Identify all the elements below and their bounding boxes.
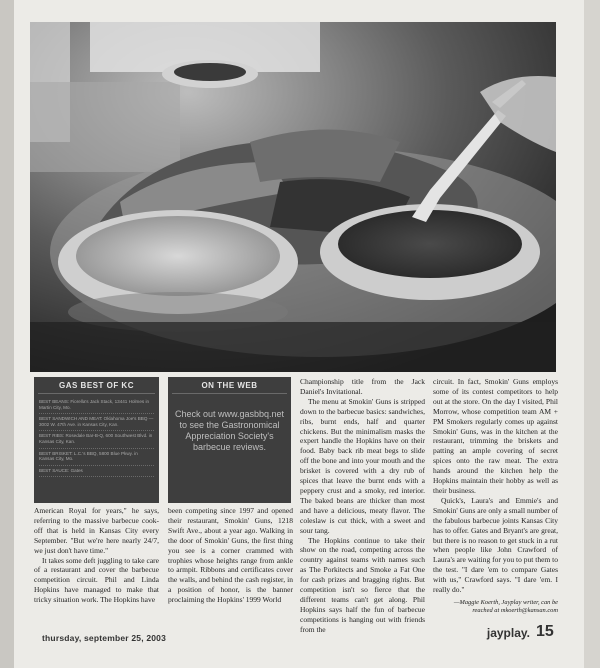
paragraph: It takes some deft juggling to take care of a restaurant and cover the barbecue competition circuit. Phil and Linda Hopkins have managed to make that tricky situation work. The Hopkins have <box>34 555 159 605</box>
barbecue-plate-illustration <box>30 22 556 372</box>
paragraph: The Hopkins continue to take their show on the road, competing across the country against teams with names such as The Porkitects and Smoke a Fat One for cash prizes and bragging rights. But competition isn't so fierce that the different teams can't get along. Phil Hopkins says half the fun of barbecue competitions is hanging out with friends from the <box>300 535 425 634</box>
list-item: BEST BRISKET: L.C.'s BBQ, 5800 Blue Pkwy. in Kansas City, Mo. <box>39 449 154 466</box>
publication-brand: jayplay. <box>486 626 530 640</box>
web-box-title: ON THE WEB <box>172 377 287 394</box>
list-item: BEST SAUCE: Gates <box>39 466 154 478</box>
barbecue-photo <box>30 22 556 372</box>
page-edge-right <box>584 0 600 668</box>
list-item: BEST BEANS: Fiorella's Jack Stack, 13441 Holmes in Martin City, Mo. <box>39 397 154 414</box>
page-number: 15 <box>536 623 554 640</box>
paragraph: been competing since 1997 and opened their restaurant, Smokin' Guns, 1218 Swift Ave., about a year ago. Walking in the door of Smokin' Guns, the first thing you see is a corner crammed with trophies whose heights range from ankle to armpit. Ribbons and certificates cover the walls, and behind the cash register, in a position of honor, is the banner proclaiming the Hopkins' 1999 World <box>168 506 293 605</box>
paragraph: The menu at Smokin' Guns is stripped down to the barbecue basics: sandwiches, ribs, burnt ends, half and quarter chickens. But the minimalism masks the expert handle the Hopkins have on their food. Baby back rib meat begs to slide off the bone and into your mouth and the brisket is covered with a dry rub of spices that leave the burnt ends with a peppery crust and a smoky, red interior. The baked beans are thicker than most and have a delicious, meaty flavor. The coleslaw is cut thick, with a sweet and sour tang. <box>300 396 425 535</box>
signoff-line-1: —Maggie Koerth, Jayplay writer, can be <box>453 598 558 606</box>
gas-box-title: GAS BEST OF KC <box>38 377 155 394</box>
signoff-line-2: reached at mkoerth@kansan.com <box>472 606 558 614</box>
paragraph: circuit. In fact, Smokin' Guns employs some of its contest competitors to help out at the store. On the day I visited, Phil Morrow, whose competition team AM + PM Smokers regularly comes up against Smokin' Guns, was in the kitchen at the restaurant, trimming the briskets and patting an ample covering of secret spices onto the raw meat. The extra hands around the kitchen help the Hopkins maintain their hobby as well as their business. <box>433 377 558 495</box>
article-column-1 <box>34 506 159 605</box>
gas-best-of-kc-box <box>34 377 159 503</box>
list-item: BEST SANDWICH AND MEAT: Oklahoma Joe's BBQ — 3002 W. 47th Ave. in Kansas City, Kan. <box>39 414 154 431</box>
article-column-2 <box>168 506 293 605</box>
paragraph: American Royal for years," he says, referring to the massive barbecue cook-off that is held in Kansas City every September. "But we're here nearly 24/7, we just don't have time." <box>34 506 159 555</box>
gas-best-list <box>39 397 154 477</box>
article-column-3 <box>300 377 425 635</box>
on-the-web-box <box>168 377 291 503</box>
web-box-text: Check out www.gasbbq.net to see the Gastronomical Appreciation Society's barbecue reviews. <box>174 409 285 452</box>
list-item: BEST RIBS: Rosedale Bar-B-Q, 600 Southwest Blvd. in Kansas City, Kan. <box>39 431 154 448</box>
author-signoff <box>433 599 558 615</box>
paragraph: Championship title from the Jack Daniel's Invitational. <box>300 377 425 396</box>
paragraph: Quick's, Laura's and Emmie's and Smokin' Guns are only a small number of the fabulous barbecue joints Kansas City has to offer. Gates and Bryant's are great, but there is no reason to get stuck in a rut when people like John Crawford of Laura's are waiting for you to put them to the test. "I dare 'em to compare Gates with us," Crawford says. "I dare 'em. I really do." <box>433 495 558 595</box>
article-column-4 <box>433 377 558 615</box>
page-edge-left <box>0 0 14 668</box>
folio-date: thursday, september 25, 2003 <box>42 633 167 643</box>
